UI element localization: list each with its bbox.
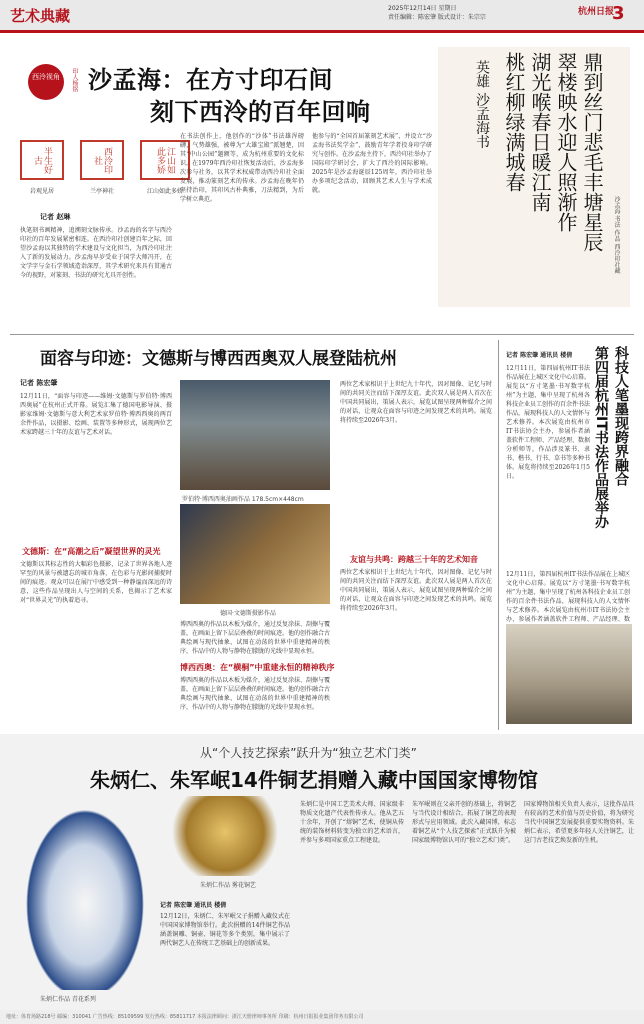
story1-body-col3: 他参与的“全国首届篆刻艺术展”，并设立“沙孟海书法奖学金”，鼓励青年学者投身印学研究与创作。在沙孟海主持下，西泠印社举办了国际印学研讨会，扩大了西泠的国际影响。2025年是沙孟海诞辰125周年，西泠印社举办多项纪念活动，回顾其艺术人生与学术成就。 <box>312 133 433 194</box>
story3-body: 12月11日，第四届杭州IT书法作品展在上城区文化中心启幕。展览以“方寸笔墨·书写数字杭州”为主题，集中呈现了杭州各科技企业员工创作的百余件书法作品，展现科技人的人文情怀与艺术修养。本次展览由杭州市IT书法协会主办，参展作者涵盖软件工程师、产品经理、数据分析师等，作品涉及篆书、隶书、楷书、行书、草书等多种书体。展览将持续至2026年1月5日。 <box>506 365 591 480</box>
story4-kicker: 从“个人技艺探索”跃升为“独立艺术门类” <box>200 746 417 760</box>
story2-body-col3: 博西西奥的作品以木板为媒介，通过反复涂抹、刮擦与覆盖，在画面上留下层层叠叠的时间痕迹。他的创作融合古典绘画与现代抽象，试图在动荡的世界中重建精神的秩序，作品中的人物与静物在朦胧的光线中显现永恒。 <box>180 621 331 655</box>
story1-byline: 记者 赵琳 <box>40 213 71 221</box>
seal-caption-1: 岩观见居 <box>29 188 54 195</box>
story2-body-col2: 文德斯以其标志性的大幅彩色摄影，记录了世界各地人迹罕至的风景与被遗忘的城市角落，在色彩与光影间捕捉时间的痕迹。观众可以在展厅中感受到一种静谧而深远的诗意，这些作品呈现出人与空间的关系，也揭示了艺术家对“世界灵光”的执着追寻。 <box>20 561 172 604</box>
story3-body-b: 12月11日，第四届杭州IT书法作品展在上城区文化中心启幕。展览以“方寸笔墨·书写数字杭州”为主题，集中呈现了杭州各科技企业员工创作的百余件书法作品，展现科技人的人文情怀与艺术修养。本次展览由杭州市IT书法协会主办，参展作者涵盖软件工程师、产品经理、数 <box>506 571 630 623</box>
section-title: 艺术典藏 <box>10 7 71 25</box>
seal-caption-3: 江山如此多娇 <box>146 188 183 195</box>
story2-photo1-caption: 罗伯特·博西西奥油画作品 178.5cm×448cm <box>182 496 304 503</box>
story2-photo-painting <box>180 380 330 490</box>
story4-body-col3: 朱军岷则在父亲开创的基础上，将铜艺与当代设计相结合，拓展了铜艺的表现形式与应用领域。此次入藏国博，标志着铜艺从“个人技艺探索”正式跃升为被国家级博物馆认可的“独立艺术门类”。 <box>412 801 516 844</box>
issue-date: 2025年12月14日 星期日 <box>388 5 457 12</box>
story3-title-line2: 第四届杭州IT书法作品展举办 <box>593 346 609 529</box>
story2-subhead-2: 博西西奥：在“横桐”中重建永恒的精神秩序 <box>180 663 335 672</box>
column-badge-side: 印人杨铭 <box>71 68 78 92</box>
footer-info: 地址：体育场路218号 邮编：310041 广告热线：85109599 发行热线：85811717 本报法律顾问：浙江天册律师事务所 印刷：杭州日报报业集团印务有限公司 <box>0 1010 644 1024</box>
story1-title-line1: 沙孟海：在方寸印石间 <box>88 66 333 94</box>
issue-info <box>388 4 568 22</box>
story3-byline: 记者 陈宏肇 通讯员 楼倩 <box>506 352 573 359</box>
story2-byline: 记者 陈宏肇 <box>20 379 58 387</box>
calligraphy-signature: 英雄 沙孟海书 <box>474 60 490 149</box>
story4-body-col2: 朱炳仁是中国工艺美术大师、国家级非物质文化遗产代表性传承人。他从艺五十余年，开创了“熔铜”艺术，使铜从传统的装饰材料转变为独立的艺术语言，并参与多项国家重点工程建设。 <box>300 801 404 844</box>
calligraphy-column-4: 桃红柳绿满城春 <box>502 52 526 192</box>
story4-body-col1: 12月12日，朱炳仁、朱军岷父子捐赠入藏仪式在中国国家博物馆举行。此次捐赠的14件铜艺作品涵盖铜雕、铜壶、铜花等多个类别，集中展示了两代铜艺人在传统工艺基础上的创新成果。 <box>160 913 290 947</box>
story1-body-col2: 在书法创作上，他创作的“沙体”书法雄浑磅礴，气势雄强，被尊为“大雄宝殿”派翘楚，因其“中山公园”题额等，成为杭州重要的文化标识。在1979年西泠印社恢复活动后，沙孟海多次参与社务，以其学术权威带动西泠印社全面发展，推动篆刻艺术的传承。沙孟海在晚年仍坚持治印，其印风古朴典雅，刀法精到，为后学树立典范。 <box>180 133 304 203</box>
story3-photo-exhibition <box>506 624 632 724</box>
story2-body-col4b: 两位艺术家相识于上世纪九十年代，因对图像、记忆与时间的共同关注而结下深厚友谊。此次双人展是两人首次在中国共同展出，策展人表示，展览试图呈现两种媒介之间的对话，让观众在面容与印迹之间发现艺术的共鸣。展览将持续至2026年3月。 <box>340 569 492 612</box>
story2-subhead-3: 友谊与共鸣：跨越三十年的艺术知音 <box>350 555 478 564</box>
section-divider-1 <box>10 334 634 335</box>
page-number: 3 <box>612 3 625 24</box>
story2-body-col1: 12月11日，“面容与印迹——维姆·文德斯与罗伯特·博西西奥展”在杭州正式开幕。展览汇集了德国电影导演、摄影家维姆·文德斯与意大利艺术家罗伯特·博西西奥的两百余件作品，以摄影、绘画、装置等多种形式，展现两位艺术家跨越三十年的友谊与艺术对话。 <box>20 393 172 436</box>
story4-photo2-caption: 朱炳仁作品 青花系列 <box>40 996 96 1003</box>
story3-title-line1: 科技人笔墨现跨界融合 <box>613 346 629 486</box>
story4-title: 朱炳仁、朱军岷14件铜艺捐赠入藏中国国家博物馆 <box>90 768 538 792</box>
story2-title: 面容与印迹：文德斯与博西西奥双人展登陆杭州 <box>40 349 397 369</box>
story1-body-col1: 执笔刻书画精神，追溯刻文脉传承。沙孟海的名字与西泠印社的百年发展紧密相连。在西泠印社创建百年之际，回望沙孟海以其独特的学术建设与文化担当，为西泠印社注入了新的发展动力。沙孟海早岁受业于国学大师冯开，在文学字与金石学领域造诣深厚，其学术研究来具有贯通古今的视野，对篆刻、书法的研究尤具开创性。 <box>20 227 172 279</box>
story1-title-line2: 刻下西泠的百年回响 <box>150 98 371 126</box>
seal-impression-3: 江山如此多娇 <box>140 140 190 180</box>
calligraphy-column-1: 鼎到丝门悲毛丰塘星辰 <box>580 52 604 252</box>
calligraphy-column-3: 湖光喉春日暖江南 <box>528 52 552 212</box>
calligraphy-column-2: 翠楼映水迎人照渐作 <box>554 52 578 232</box>
seal-caption-2: 兰亭神社 <box>89 188 114 195</box>
editor-credits: 责任编辑：陈宏肇 版式设计：朱宗宗 <box>388 14 486 21</box>
story2-body-col4: 两位艺术家相识于上世纪九十年代，因对图像、记忆与时间的共同关注而结下深厚友谊。此次双人展是两人首次在中国共同展出，策展人表示，展览试图呈现两种媒介之间的对话，让观众在面容与印迹之间发现艺术的共鸣。展览将持续至2026年3月。 <box>340 381 492 424</box>
column-badge: 西泠视角 <box>28 64 64 100</box>
story4-byline: 记者 陈宏肇 通讯员 楼倩 <box>160 902 227 909</box>
story4-body-col4: 国家博物馆相关负责人表示，这批作品具有较高的艺术价值与历史价值，将为研究当代中国铜艺发展提供重要实物资料。朱炳仁表示，希望更多年轻人关注铜艺，让这门古老技艺焕发新的生机。 <box>524 801 634 844</box>
story2-subhead-1: 文德斯：在“高潮之后”凝望世界的灵光 <box>22 547 161 556</box>
story4-photo1-caption: 朱炳仁作品 雾花铜艺 <box>200 882 256 889</box>
story2-photo-room <box>180 504 330 604</box>
story4-photo-bronze-flowers <box>170 796 280 876</box>
column-divider <box>498 340 499 730</box>
calligraphy-caption: 沙孟海 书法 作品 西泠印社藏 <box>613 196 620 274</box>
story2-photo2-caption: 德国·文德斯摄影作品 <box>220 610 276 617</box>
newspaper-logo: 杭州日报 <box>578 7 615 17</box>
story4-photo-vase <box>20 800 150 990</box>
seal-impression-2: 西泠印社 <box>80 140 124 180</box>
seal-impression-1: 半生好古 <box>20 140 64 180</box>
story2-body-col3b: 博西西奥的作品以木板为媒介，通过反复涂抹、刮擦与覆盖，在画面上留下层层叠叠的时间痕迹。他的创作融合古典绘画与现代抽象，试图在动荡的世界中重建精神的秩序，作品中的人物与静物在朦胧的光线中显现永恒。 <box>180 677 331 711</box>
